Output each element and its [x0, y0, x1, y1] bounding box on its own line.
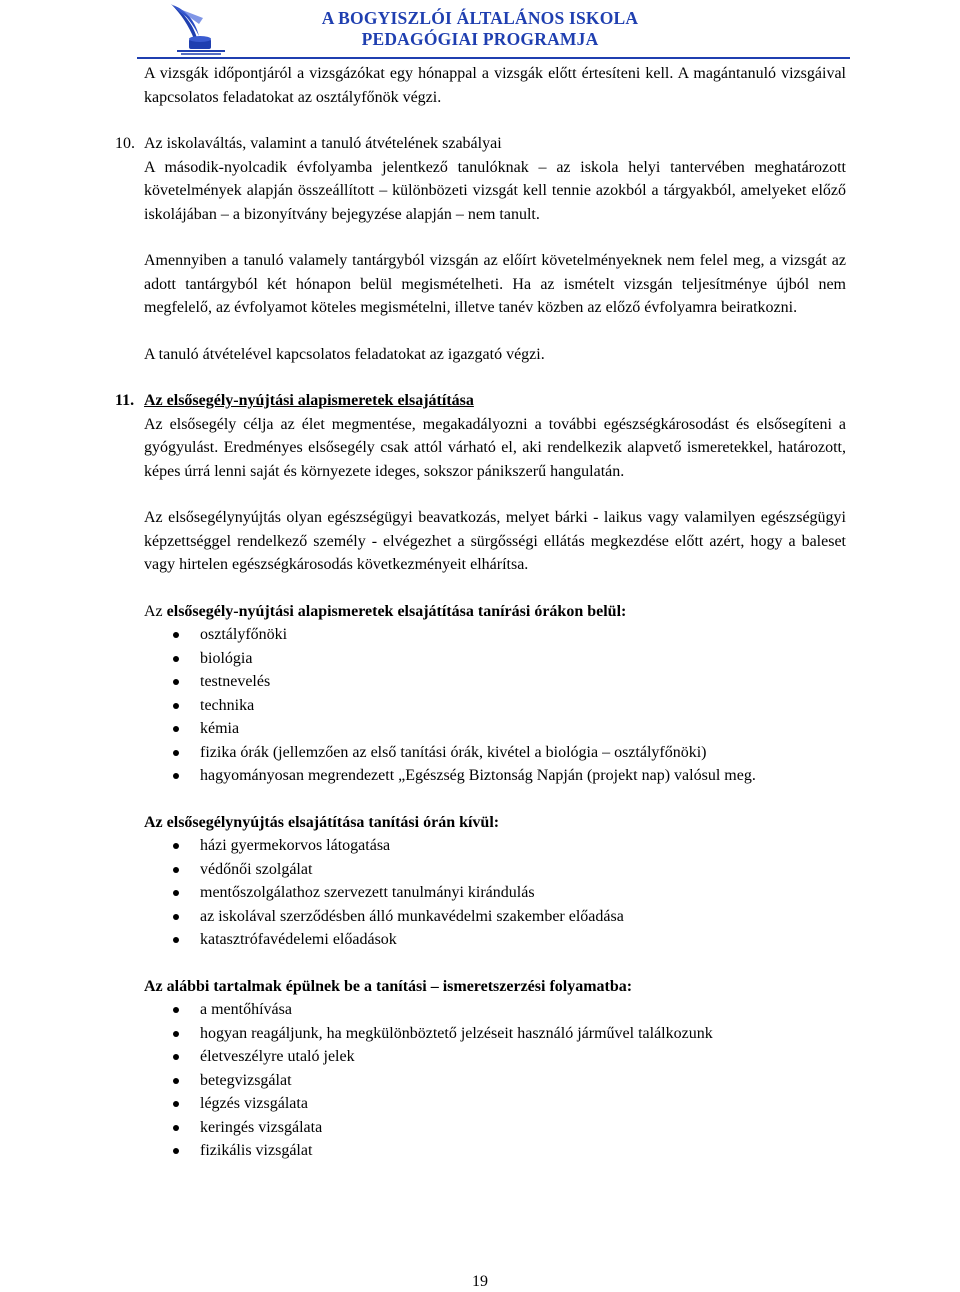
section-11-number: 11.	[115, 392, 135, 409]
list-item: fizikális vizsgálat	[144, 1139, 846, 1163]
section-10-heading	[115, 132, 846, 156]
section-10-paragraph-1: A második-nyolcadik évfolyamba jelentkező tanulóknak – az iskola helyi tantervében meghatározott követelmények alapján összeállított – különbözeti vizsgát kell tennie azokból a tárgyakból, amelyeket előző iskolájában – a bizonyítvány bejegyzése alapján – nem tanult.	[144, 158, 846, 223]
section-10-title: Az iskolaváltás, valamint a tanuló átvételének szabályai	[144, 135, 502, 152]
list-item: házi gyermekorvos látogatása	[144, 834, 846, 858]
section-11-heading	[115, 389, 846, 413]
list-item: mentőszolgálathoz szervezett tanulmányi kirándulás	[144, 881, 846, 905]
list-1-title: elsősegély-nyújtási alapismeretek elsajátítása tanírási órákon belül:	[166, 602, 627, 620]
section-10-number: 10.	[115, 135, 135, 152]
page-header	[0, 0, 960, 58]
header-divider	[137, 57, 850, 59]
list-2-title: Az elsősegélynyújtás elsajátítása tanítási órán kívül:	[144, 813, 500, 831]
list-item: biológia	[144, 647, 846, 671]
list-3-title: Az alábbi tartalmak épülnek be a tanítási – ismeretszerzési folyamatba:	[144, 977, 633, 995]
page-content	[115, 62, 846, 1163]
document-name: PEDAGÓGIAI PROGRAMJA	[361, 29, 599, 49]
list-item: katasztrófavédelemi előadások	[144, 928, 846, 952]
list-item: betegvizsgálat	[144, 1069, 846, 1093]
list-1	[144, 623, 846, 788]
list-3	[144, 998, 846, 1163]
list-item: hogyan reagáljunk, ha megkülönböztető jelzéseit használó járművel találkozunk	[144, 1022, 846, 1046]
list-item: keringés vizsgálata	[144, 1116, 846, 1140]
header-title	[305, 8, 655, 50]
list-item: technika	[144, 694, 846, 718]
list-item: légzés vizsgálata	[144, 1092, 846, 1116]
section-11-title: Az elsősegély-nyújtási alapismeretek elsajátítása	[144, 392, 474, 409]
list-item: védőnői szolgálat	[144, 858, 846, 882]
list-item: életveszélyre utaló jelek	[144, 1045, 846, 1069]
list-item: testnevelés	[144, 670, 846, 694]
page-number: 19	[472, 1273, 488, 1290]
list-item: osztályfőnöki	[144, 623, 846, 647]
list-item: hagyományosan megrendezett „Egészség Biztonság Napján (projekt nap) valósul meg.	[144, 764, 846, 788]
list-2	[144, 834, 846, 952]
list-item: fizika órák (jellemzően az első tanítási órák, kivétel a biológia – osztályfőnöki)	[144, 741, 846, 765]
list-item: a mentőhívása	[144, 998, 846, 1022]
school-name: A BOGYISZLÓI ÁLTALÁNOS ISKOLA	[321, 8, 639, 28]
list-1-heading	[144, 600, 846, 624]
list-item: kémia	[144, 717, 846, 741]
list-1-prefix: Az	[144, 602, 167, 620]
section-10-paragraph-3: A tanuló átvételével kapcsolatos feladatokat az igazgató végzi.	[144, 345, 545, 363]
quill-logo-icon	[163, 2, 233, 56]
intro-paragraph: A vizsgák időpontjáról a vizsgázókat egy hónappal a vizsgák előtt értesíteni kell. A magántanuló vizsgáival kapcsolatos feladatokat az osztályfőnök végzi.	[144, 65, 846, 106]
list-item: az iskolával szerződésben álló munkavédelmi szakember előadása	[144, 905, 846, 929]
section-11-paragraph-2: Az elsősegélynyújtás olyan egészségügyi beavatkozás, melyet bárki - laikus vagy valamilyen egészségügyi képzettséggel rendelkező személy - elvégezhet a sürgősségi ellátás megkezdése előtt azért, hogy a baleset vagy hirtelen egészségkárosodás következményeit elhárítsa.	[144, 509, 846, 573]
section-10-paragraph-2: Amennyiben a tanuló valamely tantárgyból vizsgán az előírt követelményeknek nem felel meg, a vizsgát az adott tantárgyból két hónapon belül megismételheti. Ha az ismételt vizsgán teljesítménye újból nem megfelelő, az évfolyamot köteles megismételni, illetve tanév közben az előző évfolyamra beiratkozni.	[144, 252, 846, 316]
section-11-paragraph-1: Az elsősegély célja az élet megmentése, megakadályozni a további egészségkárosodást és elsősegíteni a gyógyulást. Eredményes elsősegély csak attól várható el, aki rendelkezik alapvető ismeretekkel, határozott, képes úrrá lenni saját és környezete ideges, sokszor pánikszerű hangulatán.	[144, 415, 846, 480]
